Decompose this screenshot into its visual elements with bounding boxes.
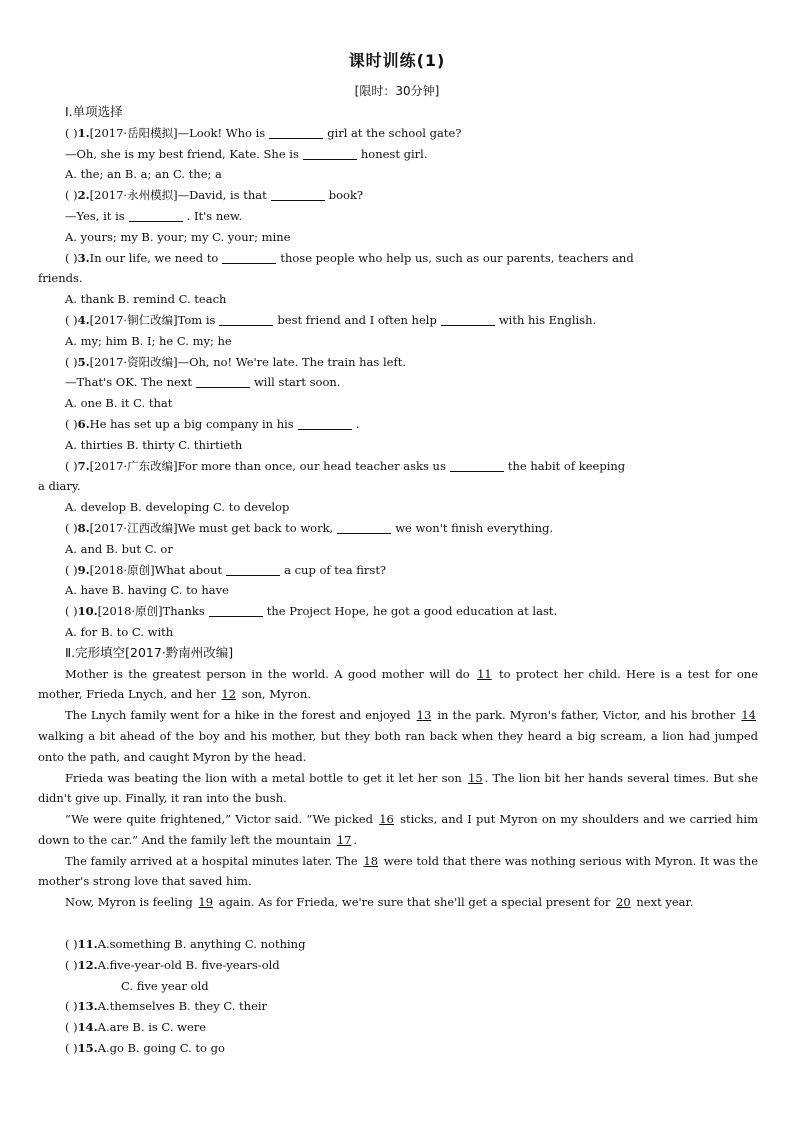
answer-blank[interactable] (219, 313, 273, 326)
options: A. yours; my B. your; my C. your; mine (65, 229, 291, 244)
cloze-blank[interactable]: 15 (468, 770, 483, 785)
paragraph: The family arrived at a hospital minutes later. The 18 were told that there was nothing serious with Myron. It was the mother's strong love that saved him. (38, 853, 759, 889)
time-limit: [限时：30分钟] (354, 84, 440, 98)
options: A. thank B. remind C. teach (65, 292, 227, 307)
page-title: 课时训练(1) (348, 51, 446, 70)
answer-blank[interactable] (222, 251, 276, 264)
cloze-blank[interactable]: 11 (477, 666, 492, 681)
paragraph: The Lnych family went for a hike in the forest and enjoyed 13 in the park. Myron's father, Victor, and his brother 14 walking a bit ahead of the boy and his mother, but they both ran back when they heard a big scream, a lion had jumped onto the path, and caught Myron by the head. (38, 708, 758, 764)
options: A. and B. but C. or (65, 541, 173, 556)
cloze-passage (38, 664, 758, 914)
paragraph: Now, Myron is feeling 19 again. As for Frieda, we're sure that she'll get a special present for 20 next year. (65, 895, 694, 910)
question: ( )4.[2017·铜仁改编]Tom is best friend and I often help with his English. (65, 312, 597, 327)
paragraph: Frieda was beating the lion with a metal bottle to get it let her son 15 . The lion bit her hands several times. But she didn't give up. Finally, it ran into the bush. (38, 770, 758, 806)
cloze-choice: ( )11.A.something B. anything C. nothing (65, 937, 306, 952)
options: A. my; him B. I; he C. my; he (65, 333, 232, 348)
answer-blank[interactable] (337, 521, 391, 534)
cloze-blank[interactable]: 12 (221, 687, 237, 702)
cloze-blank[interactable]: 17 (336, 832, 352, 847)
question-text: —Yes, it is . It's new. (65, 208, 243, 223)
cloze-blank[interactable]: 16 (379, 812, 394, 827)
cloze-blank[interactable]: 13 (416, 708, 432, 723)
answer-blank[interactable] (303, 147, 357, 160)
answer-blank[interactable] (196, 375, 250, 388)
question-text: a diary. (38, 479, 81, 494)
cloze-choice: ( )15.A.go B. going C. to go (65, 1041, 225, 1056)
answer-blank[interactable] (129, 209, 183, 222)
options: A. the; an B. a; an C. the; a (65, 167, 222, 182)
answer-blank[interactable] (441, 313, 495, 326)
answer-blank[interactable] (298, 417, 352, 430)
question-text: —Oh, she is my best friend, Kate. She is honest girl. (65, 146, 428, 161)
answer-blank[interactable] (450, 459, 504, 472)
question: ( )2.[2017·永州模拟]—David, is that book? (65, 188, 364, 203)
answer-blank[interactable] (209, 604, 263, 617)
question: ( )1.[2017·岳阳模拟]—Look! Who is girl at the school gate? (65, 125, 462, 140)
cloze-choice: ( )14.A.are B. is C. were (65, 1020, 207, 1035)
section-heading: Ⅱ.完形填空[2017·黔南州改编] (65, 644, 234, 660)
content (38, 102, 758, 1059)
cloze-blank[interactable]: 19 (198, 895, 214, 910)
paragraph: “We were quite frightened,” Victor said. “We picked 16 sticks, and I put Myron on my shoulders and we carried him down to the car.” And the family left the mountain 17 . (38, 812, 759, 847)
answer-blank[interactable] (269, 126, 323, 139)
question: ( )7.[2017·广东改编]For more than once, our head teacher asks us the habit of keeping (65, 458, 626, 473)
cloze-choice-cont: C. five year old (121, 978, 209, 993)
options: A. one B. it C. that (65, 396, 173, 411)
options: A. thirties B. thirty C. thirtieth (65, 437, 243, 452)
cloze-blank[interactable]: 20 (616, 895, 631, 910)
question: ( )6.He has set up a big company in his . (65, 416, 360, 431)
question: ( )3.In our life, we need to those people who help us, such as our parents, teachers and (65, 250, 634, 265)
question: ( )5.[2017·资阳改编]—Oh, no! We're late. The train has left. (65, 354, 406, 369)
question: ( )10.[2018·原创]Thanks the Project Hope, he got a good education at last. (65, 604, 558, 619)
cloze-blank[interactable]: 18 (363, 853, 379, 868)
cloze-choice: ( )13.A.themselves B. they C. their (65, 999, 268, 1014)
answer-blank[interactable] (226, 563, 280, 576)
section-heading: Ⅰ.单项选择 (65, 104, 123, 119)
paragraph: Mother is the greatest person in the world. A good mother will do 11 to protect her child. Here is a test for one mother, Frieda Lnych, and her 12 son, Myron. (38, 666, 758, 702)
cloze-blank[interactable]: 14 (741, 708, 756, 723)
question: ( )9.[2018·原创]What about a cup of tea first? (65, 562, 387, 577)
options: A. develop B. developing C. to develop (65, 500, 290, 515)
cloze-choice: ( )12.A.five-year-old B. five-years-old (65, 957, 280, 972)
question: ( )8.[2017·江西改编]We must get back to work, we won't finish everything. (65, 520, 554, 535)
question-text: —That's OK. The next will start soon. (65, 375, 341, 390)
answer-blank[interactable] (271, 188, 325, 201)
question-text: friends. (38, 271, 83, 286)
options: A. for B. to C. with (65, 624, 174, 639)
options: A. have B. having C. to have (65, 583, 229, 598)
